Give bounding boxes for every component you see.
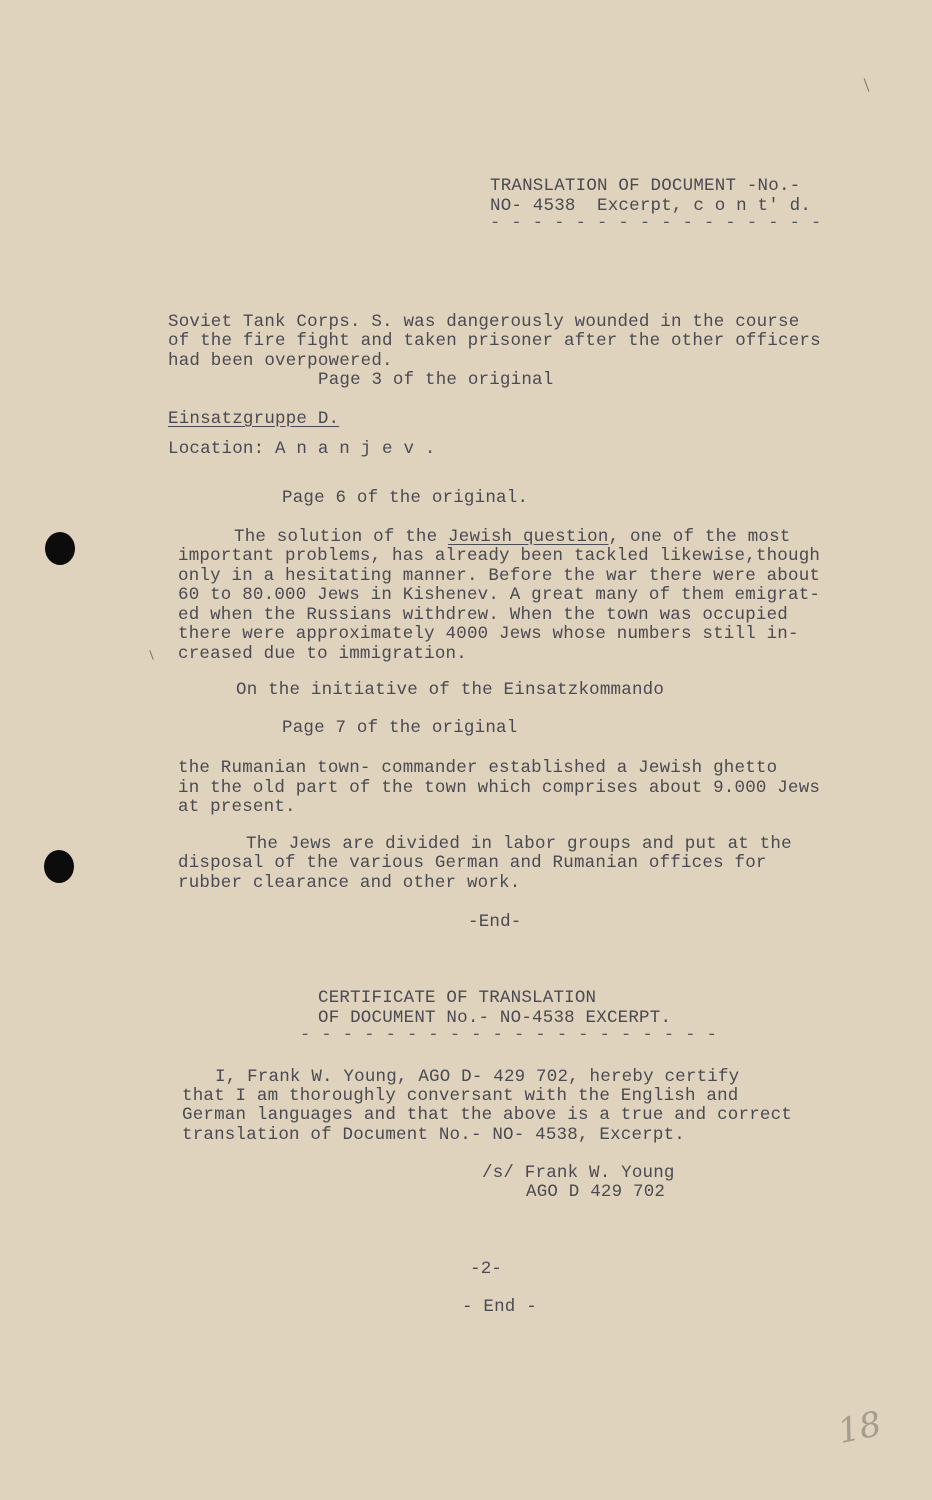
text-line: [234, 528, 791, 547]
text-line: disposal of the various German and Rumanian offices for: [178, 853, 767, 873]
page-reference: Page 3 of the original: [318, 370, 554, 390]
certificate-title: OF DOCUMENT No.- NO-4538 EXCERPT.: [318, 1008, 672, 1028]
text-line: had been overpowered.: [168, 351, 393, 371]
header-doc-number: NO- 4538 Excerpt, c o n t' d.: [490, 196, 812, 216]
text-line: of the fire fight and taken prisoner after the other officers: [168, 331, 821, 351]
signature-name: /s/ Frank W. Young: [482, 1163, 675, 1183]
page-number: -2-: [470, 1259, 503, 1279]
location-value: A n a n j e v .: [275, 439, 436, 459]
text-line: The Jews are divided in labor groups and put at the: [246, 834, 792, 854]
end-marker: -End-: [468, 912, 522, 932]
text-line: rubber clearance and other work.: [178, 873, 521, 893]
text-line: ed when the Russians withdrew. When the town was occupied: [178, 605, 788, 625]
text-line: Soviet Tank Corps. S. was dangerously wounded in the course: [168, 312, 800, 332]
punch-hole-top: [45, 532, 75, 565]
text-line: there were approximately 4000 Jews whose numbers still in-: [178, 624, 799, 644]
certificate-title: CERTIFICATE OF TRANSLATION: [318, 988, 597, 1008]
text-line: On the initiative of the Einsatzkommando: [236, 680, 665, 700]
end-marker: - End -: [462, 1297, 537, 1317]
certificate-text: that I am thoroughly conversant with the English and: [182, 1086, 739, 1106]
text-line: in the old part of the town which comprises about 9.000 Jews: [178, 778, 821, 798]
punch-hole-bottom: [44, 850, 74, 883]
header-title: TRANSLATION OF DOCUMENT -No.-: [490, 176, 801, 196]
page-reference: Page 7 of the original: [282, 718, 518, 738]
section-heading: Einsatzgruppe D.: [168, 409, 340, 429]
certificate-text: translation of Document No.- NO- 4538, Excerpt.: [182, 1125, 685, 1145]
text-line: only in a hesitating manner. Before the war there were about: [178, 566, 821, 586]
text-fragment: The solution of the: [234, 527, 449, 547]
location-label: Location:: [168, 439, 265, 459]
location-line: [168, 440, 436, 459]
margin-mark: [864, 78, 870, 91]
signature-id: AGO D 429 702: [526, 1182, 666, 1202]
certificate-dash-rule: - - - - - - - - - - - - - - - - - - - -: [300, 1026, 718, 1045]
header-dash-rule: - - - - - - - - - - - - - - - -: [490, 214, 822, 233]
page-reference: Page 6 of the original.: [282, 488, 529, 508]
text-line: at present.: [178, 797, 296, 817]
certificate-text: I, Frank W. Young, AGO D- 429 702, hereby certify: [215, 1067, 740, 1087]
text-line: important problems, has already been tackled likewise,though: [178, 546, 821, 566]
underlined-phrase: Jewish question: [448, 527, 609, 547]
text-line: the Rumanian town- commander established a Jewish ghetto: [178, 758, 778, 778]
text-line: creased due to immigration.: [178, 644, 467, 664]
margin-mark: [149, 650, 153, 660]
text-line: 60 to 80.000 Jews in Kishenev. A great many of them emigrat-: [178, 585, 821, 605]
handwritten-page-number: 18: [834, 1403, 885, 1453]
certificate-text: German languages and that the above is a true and correct: [182, 1105, 792, 1125]
text-fragment: , one of the most: [608, 527, 791, 547]
